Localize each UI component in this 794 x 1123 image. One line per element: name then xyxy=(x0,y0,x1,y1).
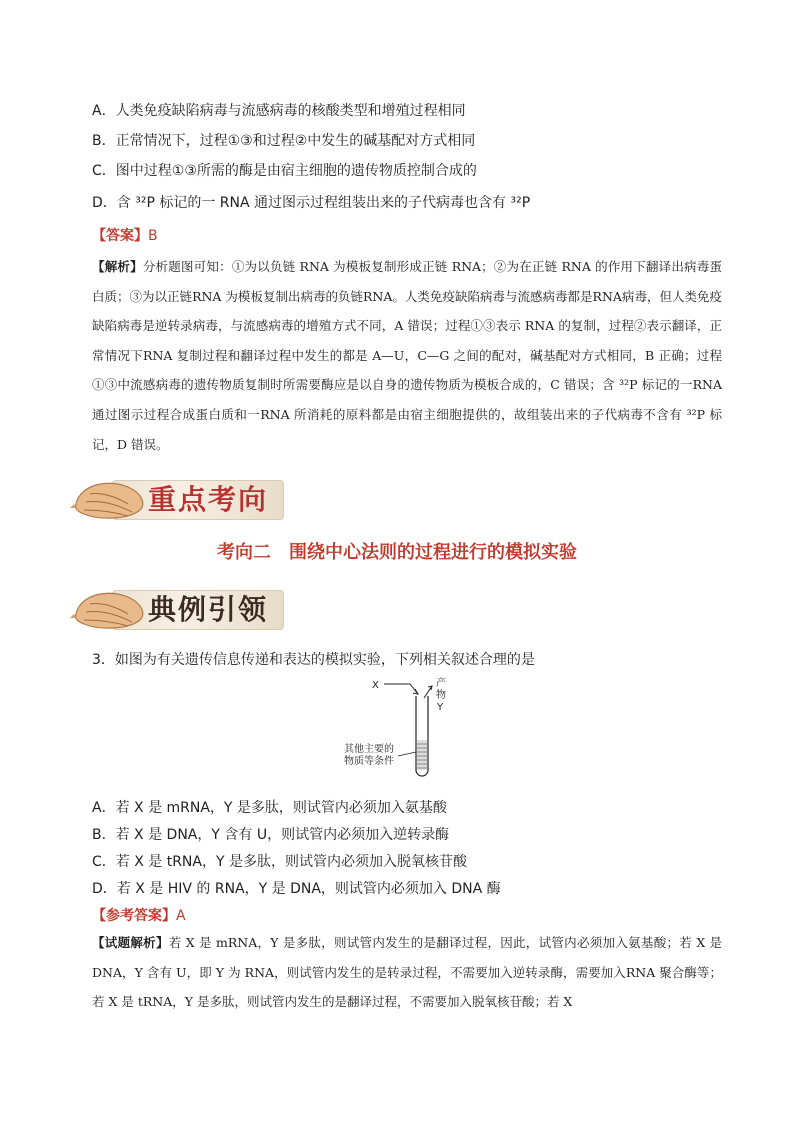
banner-title: 典例引领 xyxy=(148,593,269,626)
conch-shell-icon xyxy=(70,474,150,526)
q3-option-a: A．若 X 是 mRNA，Y 是多肽，则试管内必须加入氨基酸 xyxy=(92,800,447,816)
q3-option-d: D．若 X 是 HIV 的 RNA，Y 是 DNA，则试管内必须加入 DNA 酶 xyxy=(92,881,501,897)
q3-option-c: C．若 X 是 tRNA，Y 是多肽，则试管内必须加入脱氧核苷酸 xyxy=(92,854,467,870)
explanation-body: 分析题图可知：①为以负链 RNA 为模板复制形成正链 RNA；②为在正链 RNA 的作用下翻译出病毒蛋白质；③为以正链RNA 为模板复制出病毒的负链RNA。人类免疫缺陷病毒与流感病毒都是RNA病毒，但人类免疫缺陷病毒是逆转录病毒，与流感病毒的增殖方式不同，A 错误；过程①③表示 RNA 的复制，过程②表示翻译，正常情况下RNA 复制过程和翻译过程中发生的都是 A—U，C—G 之间的配对，碱基配对方式相同，B 正确；过程①③中流感病毒的遗传物质复制时所需要酶应是以自身的遗传物质为模板合成的，C 错误；含 ³²P 标记的一RNA 通过图示过程合成蛋白质和一RNA 所消耗的原料都是由宿主细胞提供的，故组装出来的子代病毒不含有 ³²P 标记，D 错误。 xyxy=(92,259,722,452)
q2-option-c: C．图中过程①③所需的酶是由宿主细胞的遗传物质控制合成的 xyxy=(92,163,477,179)
q3-answer xyxy=(92,906,186,926)
diagram-x-label: X xyxy=(372,680,379,691)
input-arrow xyxy=(384,684,418,694)
q2-option-a: A．人类免疫缺陷病毒与流感病毒的核酸类型和增殖过程相同 xyxy=(92,103,466,119)
side-label-1: 其他主要的 xyxy=(344,744,394,755)
liquid xyxy=(417,740,427,770)
explanation-lead: 【试题解析】 xyxy=(92,935,169,950)
q2-option-b: B．正常情况下，过程①③和过程②中发生的碱基配对方式相同 xyxy=(92,133,476,149)
product-label-1: 产 xyxy=(436,678,446,689)
answer-label: 【答案】 xyxy=(92,228,148,244)
banner-example xyxy=(70,584,286,636)
q2-answer xyxy=(92,226,158,246)
product-label-3: Y xyxy=(437,702,444,713)
q2-option-d: D．含 ³²P 标记的一 RNA 通过图示过程组装出来的子代病毒也含有 ³²P xyxy=(92,195,531,211)
q3-stem: 3．如图为有关遗传信息传递和表达的模拟实验，下列相关叙述合理的是 xyxy=(92,652,535,668)
product-label-2: 物 xyxy=(436,690,446,701)
test-tube-diagram xyxy=(340,676,460,786)
conch-shell-icon xyxy=(70,584,150,636)
q2-explanation xyxy=(92,252,722,459)
answer-value: B xyxy=(148,228,158,244)
q3-explanation xyxy=(92,928,722,1017)
pointer-line xyxy=(398,752,416,756)
explanation-lead: 【解析】 xyxy=(92,259,143,274)
banner-key-direction xyxy=(70,474,286,526)
answer-label: 【参考答案】 xyxy=(92,908,176,924)
answer-value: A xyxy=(176,908,186,924)
explanation-body: 若 X 是 mRNA，Y 是多肽，则试管内发生的是翻译过程，因此，试管内必须加入氨基酸；若 X 是 DNA，Y 含有 U，即 Y 为 RNA，则试管内发生的是转录过程，不需要加入逆转录酶，需要加入RNA 聚合酶等；若 X 是 tRNA，Y 是多肽，则试管内发生的是翻译过程，不需要加入脱氧核苷酸；若 X xyxy=(92,935,722,1010)
banner-title: 重点考向 xyxy=(148,483,269,516)
section-title: 考向二 围绕中心法则的过程进行的模拟实验 xyxy=(217,542,577,563)
q3-option-b: B．若 X 是 DNA，Y 含有 U，则试管内必须加入逆转录酶 xyxy=(92,827,450,843)
side-label-2: 物质等条件 xyxy=(344,756,394,767)
